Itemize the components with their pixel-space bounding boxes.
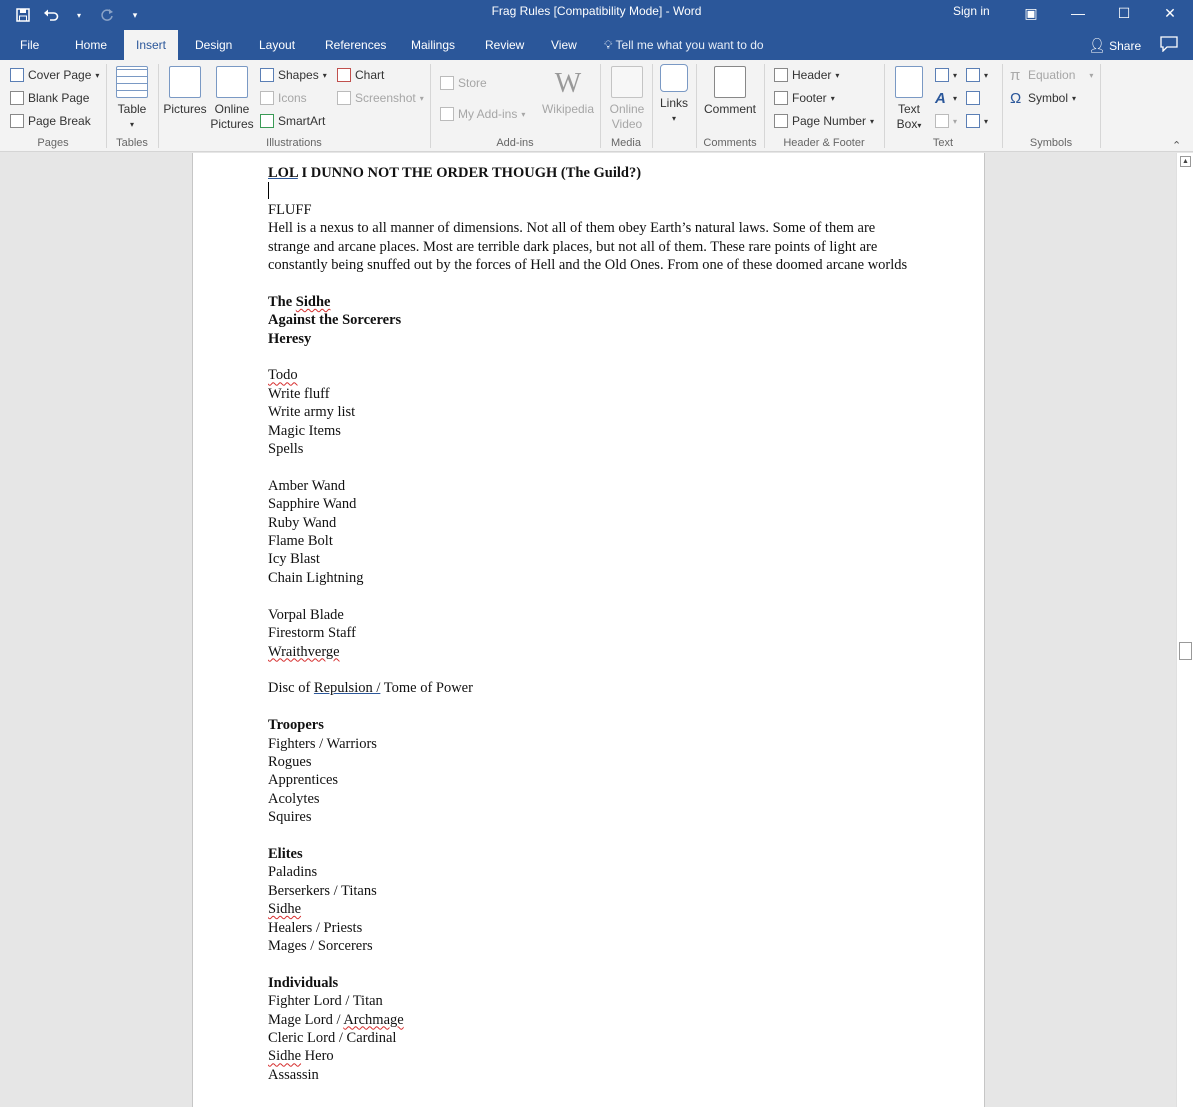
store-icon [440, 76, 454, 90]
group-separator [430, 64, 431, 148]
sidhe-heading [268, 293, 908, 311]
list-item: Acolytes [268, 790, 320, 807]
chart-icon [337, 68, 351, 82]
list-item: Icy Blast [268, 551, 320, 568]
group-separator [1002, 64, 1003, 148]
drop-cap-icon [935, 114, 949, 128]
smartart-label: SmartArt [278, 114, 326, 128]
list-item: Write fluff [268, 385, 330, 402]
pi-icon: π [1010, 66, 1021, 84]
sidhe-text: Sidhe [295, 293, 331, 310]
ind2-pre: Mage Lord / [268, 1011, 344, 1028]
blank-page-label: Blank Page [28, 91, 90, 105]
ribbon-tabs [0, 30, 1193, 60]
disc-post: Tome of Power [380, 680, 473, 697]
icons-icon [260, 91, 274, 105]
scrollbar-thumb[interactable] [1179, 642, 1192, 660]
page-break-button[interactable] [10, 112, 91, 130]
list-item: Fighter Lord / Titan [268, 993, 383, 1010]
wikipedia-icon: W [554, 68, 582, 99]
vertical-scrollbar[interactable] [1176, 153, 1193, 1107]
tab-review[interactable]: Review [485, 38, 525, 52]
chart-button[interactable] [337, 66, 384, 84]
online-pictures-label-1: Online [214, 102, 250, 116]
list-item [268, 1047, 908, 1065]
list-item [268, 643, 908, 661]
heading-rest: I DUNNO NOT THE ORDER THOUGH (The Guild?) [297, 165, 642, 181]
page-number-button[interactable]: Page Number ▾ [774, 112, 874, 130]
comment-icon [714, 66, 746, 98]
text-cursor [268, 182, 269, 199]
online-pictures-icon [216, 66, 248, 98]
list-item: Magic Items [268, 422, 341, 439]
group-separator [764, 64, 765, 148]
online-pictures-label-2: Pictures [210, 117, 254, 131]
pictures-icon [169, 66, 201, 98]
omega-icon: Ω [1010, 89, 1022, 107]
list-item: Fighters / Warriors [268, 735, 377, 752]
fluff-title: FLUFF [268, 201, 312, 218]
tell-me-text: Tell me what you want to do [615, 38, 764, 52]
text-cursor-line [268, 182, 908, 200]
screenshot-label: Screenshot [355, 91, 416, 105]
group-separator [158, 64, 159, 148]
tab-insert[interactable]: Insert [124, 30, 178, 60]
group-separator [696, 64, 697, 148]
links-label: Links [659, 96, 688, 110]
pictures-label: Pictures [163, 102, 207, 116]
wikipedia-label: Wikipedia [541, 102, 595, 116]
header-label: Header [792, 68, 832, 82]
lightbulb-icon: 💡︎ [604, 38, 613, 52]
store-button[interactable] [440, 74, 487, 92]
chart-label: Chart [355, 68, 385, 82]
undo-icon[interactable] [42, 4, 60, 26]
signature-line-button[interactable]: ▾ [966, 66, 988, 84]
group-separator [106, 64, 107, 148]
comment-button[interactable] [700, 66, 760, 117]
list-item: Ruby Wand [268, 514, 337, 531]
group-separator [1100, 64, 1101, 148]
ribbon [0, 60, 1193, 152]
title-bar [0, 0, 1193, 30]
doc-heading [268, 164, 908, 182]
heading-lol: LOL [268, 165, 298, 181]
wikipedia-button[interactable] [540, 66, 596, 117]
quick-parts-icon [935, 68, 949, 82]
tab-mailings[interactable]: Mailings [411, 38, 456, 52]
links-icon [660, 64, 688, 92]
my-addins-button[interactable]: My Add-ins ▾ [440, 105, 525, 123]
page-number-label: Page Number [792, 114, 867, 128]
minimize-button[interactable]: — [1071, 5, 1085, 21]
list-item: Spells [268, 441, 304, 458]
fluff-paragraph: Hell is a nexus to all manner of dimensions. Not all of them obey Earth’s natural laws. Some of them are strange and arcane places. Most are terrible dark places, but not all of them. These rare points of light are constantly being snuffed out by the forces of Hell and the Old Ones. From one of these doomed arcane worlds [268, 220, 908, 274]
wordart-icon: A [935, 89, 946, 107]
shapes-button[interactable]: Shapes ▾ [260, 66, 327, 84]
quick-parts-button[interactable]: ▾ [935, 66, 957, 84]
collapse-ribbon-icon[interactable]: ⌃ [1172, 140, 1182, 152]
group-label-symbols: Symbols [1029, 137, 1073, 149]
shapes-label: Shapes [278, 68, 319, 82]
blank-page-icon [10, 91, 24, 105]
scroll-up-icon[interactable]: ▲ [1180, 156, 1191, 167]
list-item: Chain Lightning [268, 569, 364, 586]
tab-layout[interactable]: Layout [259, 38, 296, 52]
comments-icon[interactable] [1160, 36, 1178, 52]
group-label-illustrations: Illustrations [266, 137, 322, 149]
footer-button[interactable]: Footer ▾ [774, 89, 835, 107]
redo-icon[interactable] [98, 4, 116, 26]
list-item: Amber Wand [268, 477, 346, 494]
elites-sidhe-text: Sidhe [268, 901, 302, 918]
tell-me-box[interactable] [604, 30, 764, 60]
quick-access-toolbar [14, 4, 144, 26]
ind4-post: Hero [301, 1048, 334, 1065]
document-body[interactable] [268, 164, 908, 1084]
table-label: Table [117, 102, 147, 116]
page-break-label: Page Break [28, 114, 91, 128]
screenshot-icon [337, 91, 351, 105]
shapes-icon [260, 68, 274, 82]
cover-page-label: Cover Page [28, 68, 92, 82]
symbol-label: Symbol [1028, 91, 1069, 105]
archmage-text: Archmage [343, 1011, 404, 1028]
sign-in-link[interactable]: Sign in [953, 4, 990, 18]
online-video-label-1: Online [609, 102, 645, 116]
footer-label: Footer [792, 91, 827, 105]
list-item: Apprentices [268, 772, 339, 789]
online-video-icon [611, 66, 643, 98]
equation-button[interactable]: π Equation ▾ [1010, 66, 1094, 84]
my-addins-icon [440, 107, 454, 121]
disc-line [268, 679, 908, 697]
individuals-heading: Individuals [268, 974, 339, 991]
list-item: Squires [268, 809, 312, 826]
save-icon[interactable] [14, 4, 32, 26]
group-label-comments: Comments [703, 137, 757, 149]
smartart-icon [260, 114, 274, 128]
wraithverge-text: Wraithverge [268, 643, 340, 660]
group-label-addins: Add-ins [496, 137, 534, 149]
equation-label: Equation [1028, 68, 1076, 82]
group-label-tables: Tables [116, 137, 148, 149]
list-item: Paladins [268, 864, 318, 881]
person-icon: 👤︎ [1088, 37, 1106, 53]
group-label-header-footer: Header & Footer [783, 137, 865, 149]
against-heading: Against the Sorcerers [268, 312, 402, 329]
page-number-icon [774, 114, 788, 128]
group-separator [600, 64, 601, 148]
close-button[interactable]: ✕ [1164, 4, 1176, 21]
header-icon [774, 68, 788, 82]
page-break-icon [10, 114, 24, 128]
list-item: Healers / Priests [268, 919, 363, 936]
ribbon-display-options-icon[interactable]: ▣ [1024, 4, 1038, 21]
customize-qat-icon[interactable]: ▾ [132, 9, 138, 20]
list-item: Rogues [268, 753, 312, 770]
symbol-button[interactable]: Ω Symbol ▾ [1010, 89, 1077, 107]
store-label: Store [458, 76, 487, 90]
my-addins-label: My Add-ins [458, 107, 518, 121]
wordart-button[interactable]: A ▾ [935, 89, 958, 107]
undo-dropdown-icon[interactable]: ▾ [76, 10, 81, 20]
header-button[interactable]: Header ▾ [774, 66, 839, 84]
drop-cap-button[interactable]: ▾ [935, 112, 957, 130]
tab-file[interactable]: File [20, 38, 40, 52]
share-button[interactable] [1088, 30, 1141, 60]
repulsion-text: Repulsion / [313, 680, 381, 697]
maximize-button[interactable]: ☐ [1117, 4, 1131, 21]
blank-page-button[interactable] [10, 89, 89, 107]
list-item: Mages / Sorcerers [268, 937, 373, 954]
footer-icon [774, 91, 788, 105]
online-video-button[interactable] [604, 66, 650, 132]
list-item [268, 1011, 908, 1029]
links-button[interactable]: Links ▾ [656, 64, 692, 126]
disc-pre: Disc of [268, 680, 314, 697]
smartart-button[interactable] [260, 112, 325, 130]
icons-button[interactable] [260, 89, 307, 107]
the-text: The [268, 293, 296, 310]
cover-page-icon [10, 68, 24, 82]
window-title: Frag Rules [Compatibility Mode] - Word [491, 4, 702, 18]
document-area [0, 153, 1176, 1107]
group-separator [884, 64, 885, 148]
icons-label: Icons [278, 91, 307, 105]
text-box-label-2: Box [896, 117, 918, 131]
comment-label: Comment [703, 102, 756, 116]
tab-view[interactable]: View [551, 38, 577, 52]
cover-page-button[interactable]: Cover Page ▾ [10, 66, 99, 84]
heresy-heading: Heresy [268, 330, 312, 347]
todo-line [268, 366, 908, 384]
share-label: Share [1109, 39, 1142, 53]
tab-design[interactable]: Design [195, 38, 233, 52]
list-item: Firestorm Staff [268, 625, 356, 642]
object-button[interactable]: ▾ [966, 112, 988, 130]
pictures-button[interactable] [162, 66, 208, 117]
signature-line-icon [966, 68, 980, 82]
list-item: Write army list [268, 404, 356, 421]
list-item [268, 900, 908, 918]
text-box-icon [895, 66, 923, 98]
group-label-text: Text [932, 137, 954, 149]
group-label-pages: Pages [37, 137, 69, 149]
text-box-label-1: Text [897, 102, 920, 116]
todo-text: Todo [268, 367, 298, 384]
tab-references[interactable]: References [325, 38, 387, 52]
list-item: Flame Bolt [268, 533, 333, 550]
group-separator [652, 64, 653, 148]
elites-heading: Elites [268, 845, 303, 862]
list-item: Cleric Lord / Cardinal [268, 1029, 397, 1046]
tab-home[interactable]: Home [75, 38, 108, 52]
list-item: Berserkers / Titans [268, 882, 377, 899]
date-time-button[interactable] [966, 89, 980, 107]
list-item: Sapphire Wand [268, 496, 357, 513]
text-box-button[interactable]: Text Box▾ [890, 66, 928, 133]
table-button[interactable]: Table ▾ [112, 66, 152, 132]
list-item: Vorpal Blade [268, 606, 344, 623]
group-label-media: Media [611, 137, 641, 149]
table-icon [116, 66, 148, 98]
date-time-icon [966, 91, 980, 105]
online-video-label-2: Video [611, 117, 643, 131]
object-icon [966, 114, 980, 128]
list-item: Assassin [268, 1066, 319, 1083]
troopers-heading: Troopers [268, 717, 324, 734]
online-pictures-button[interactable] [209, 66, 255, 132]
screenshot-button[interactable]: Screenshot ▾ [337, 89, 424, 107]
ind4-sidhe-text: Sidhe [268, 1048, 302, 1065]
document-page[interactable] [192, 153, 985, 1107]
